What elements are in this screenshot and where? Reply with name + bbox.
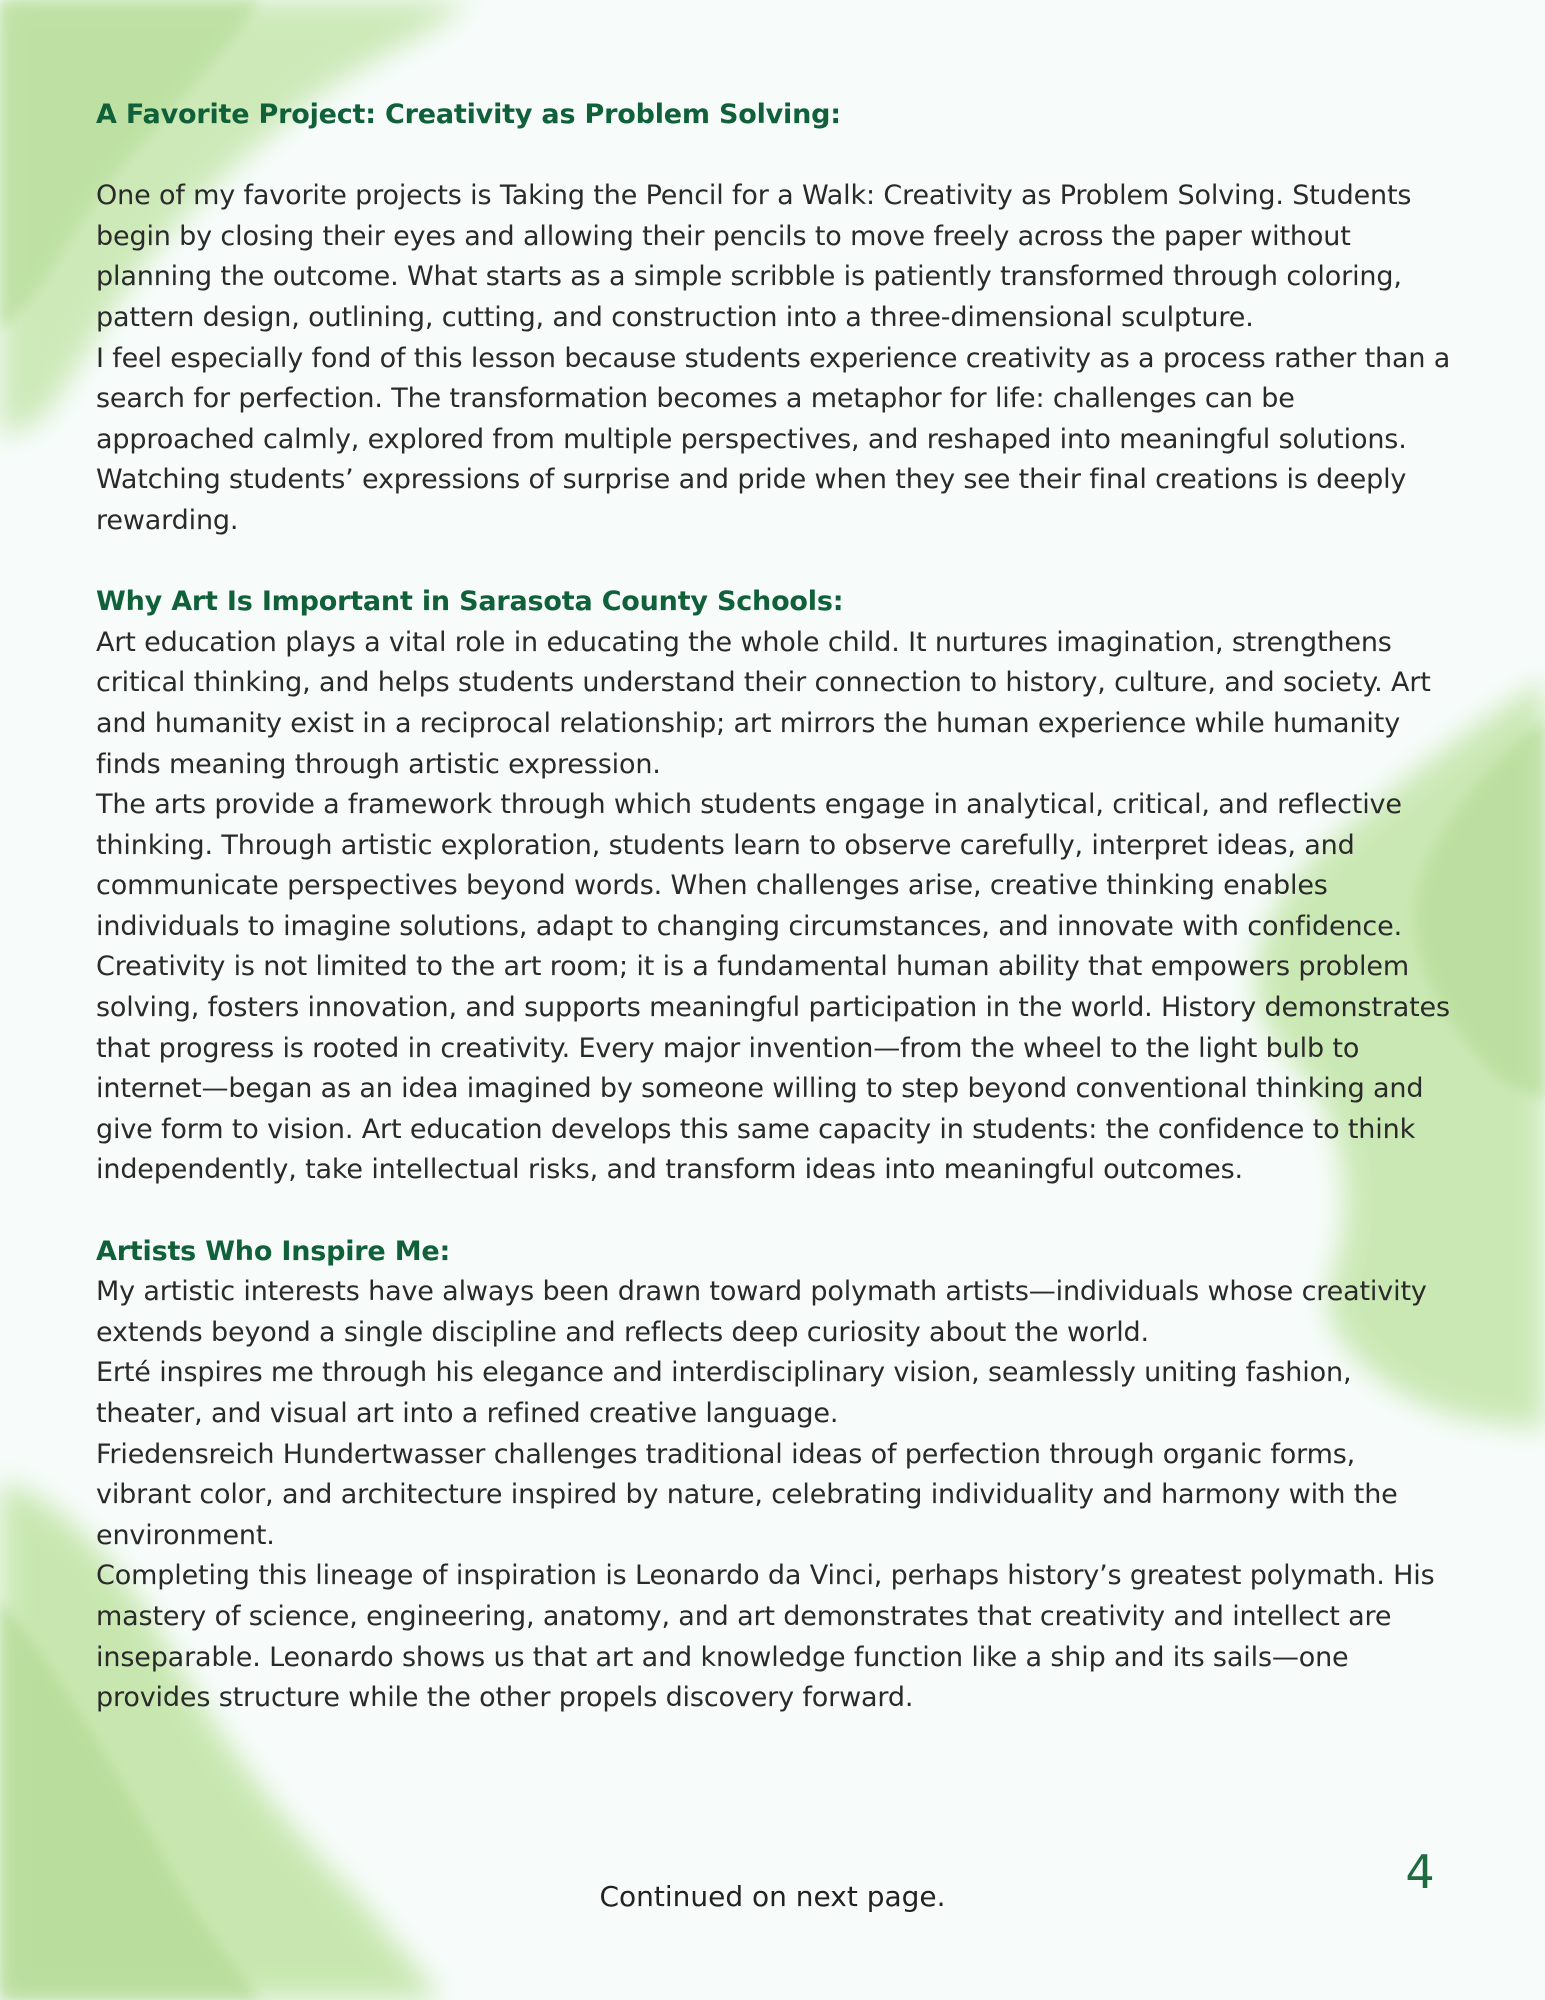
page-number: 4 bbox=[1405, 1845, 1435, 1899]
paragraph: Art education plays a vital role in educating the whole child. It nurtures imagination, strengthens critical thinking, and helps students understand their connection to history, culture, and society. Art and humanity exist in a reciprocal relationship; art mirrors the human experience while humanity finds meaning through artistic expression. bbox=[96, 626, 1431, 780]
section-artists-who-inspire bbox=[96, 1232, 1456, 1719]
paragraph: Erté inspires me through his elegance and interdisciplinary vision, seamlessly uniting fashion, theater, and visual art into a refined creative language. bbox=[96, 1357, 1352, 1429]
section-favorite-project bbox=[96, 95, 1456, 542]
paragraph: The arts provide a framework through which students engage in analytical, critical, and reflective thinking. Through artistic exploration, students learn to observe carefully, interpret ideas, and communicate perspectives beyond words. When challenges arise, creative thinking enables individuals to imagine solutions, adapt to changing circumstances, and innovate with confidence. bbox=[96, 789, 1403, 942]
continued-note: Continued on next page. bbox=[599, 1880, 946, 1913]
paragraph: One of my favorite projects is Taking the Pencil for a Walk: Creativity as Problem Solving. Students begin by closing their eyes and allowing their pencils to move freely across the paper without planning the outcome. What starts as a simple scribble is patiently transformed through coloring, pattern design, outlining, cutting, and construction into a three-dimensional sculpture. bbox=[96, 180, 1412, 333]
page-content bbox=[96, 95, 1456, 1719]
section-why-art-important bbox=[96, 582, 1456, 1191]
paragraph: Creativity is not limited to the art room; it is a fundamental human ability that empowers problem solving, fosters innovation, and supports meaningful participation in the world. History demonstrates that progress is rooted in creativity. Every major invention—from the wheel to the light bulb to internet—began as an idea imagined by someone willing to step beyond conventional thinking and give form to vision. Art education develops this same capacity in students: the confidence to think independently, take intellectual risks, and transform ideas into meaningful outcomes. bbox=[96, 951, 1450, 1186]
section-heading: A Favorite Project: Creativity as Problem Solving: bbox=[96, 99, 841, 130]
paragraph: Friedensreich Hundertwasser challenges traditional ideas of perfection through organic forms, vibrant color, and architecture inspired by nature, celebrating individuality and harmony with the environment. bbox=[96, 1438, 1398, 1551]
section-heading: Why Art Is Important in Sarasota County Schools: bbox=[96, 586, 844, 618]
paragraph: Completing this lineage of inspiration is Leonardo da Vinci, perhaps history’s greatest polymath. His mastery of science, engineering, anatomy, and art demonstrates that creativity and intellect are inseparable. Leonardo shows us that art and knowledge function like a ship and its sails—one provides structure while the other propels discovery forward. bbox=[96, 1560, 1435, 1714]
paragraph: I feel especially fond of this lesson because students experience creativity as a process rather than a search for perfection. The transformation becomes a metaphor for life: challenges can be approached calmly, explored from multiple perspectives, and reshaped into meaningful solutions. Watching students’ expressions of surprise and pride when they see their final creations is deeply rewarding. bbox=[96, 342, 1451, 536]
section-heading: Artists Who Inspire Me: bbox=[96, 1235, 451, 1267]
paragraph: My artistic interests have always been drawn toward polymath artists—individuals whose creativity extends beyond a single discipline and reflects deep curiosity about the world. bbox=[96, 1276, 1427, 1348]
